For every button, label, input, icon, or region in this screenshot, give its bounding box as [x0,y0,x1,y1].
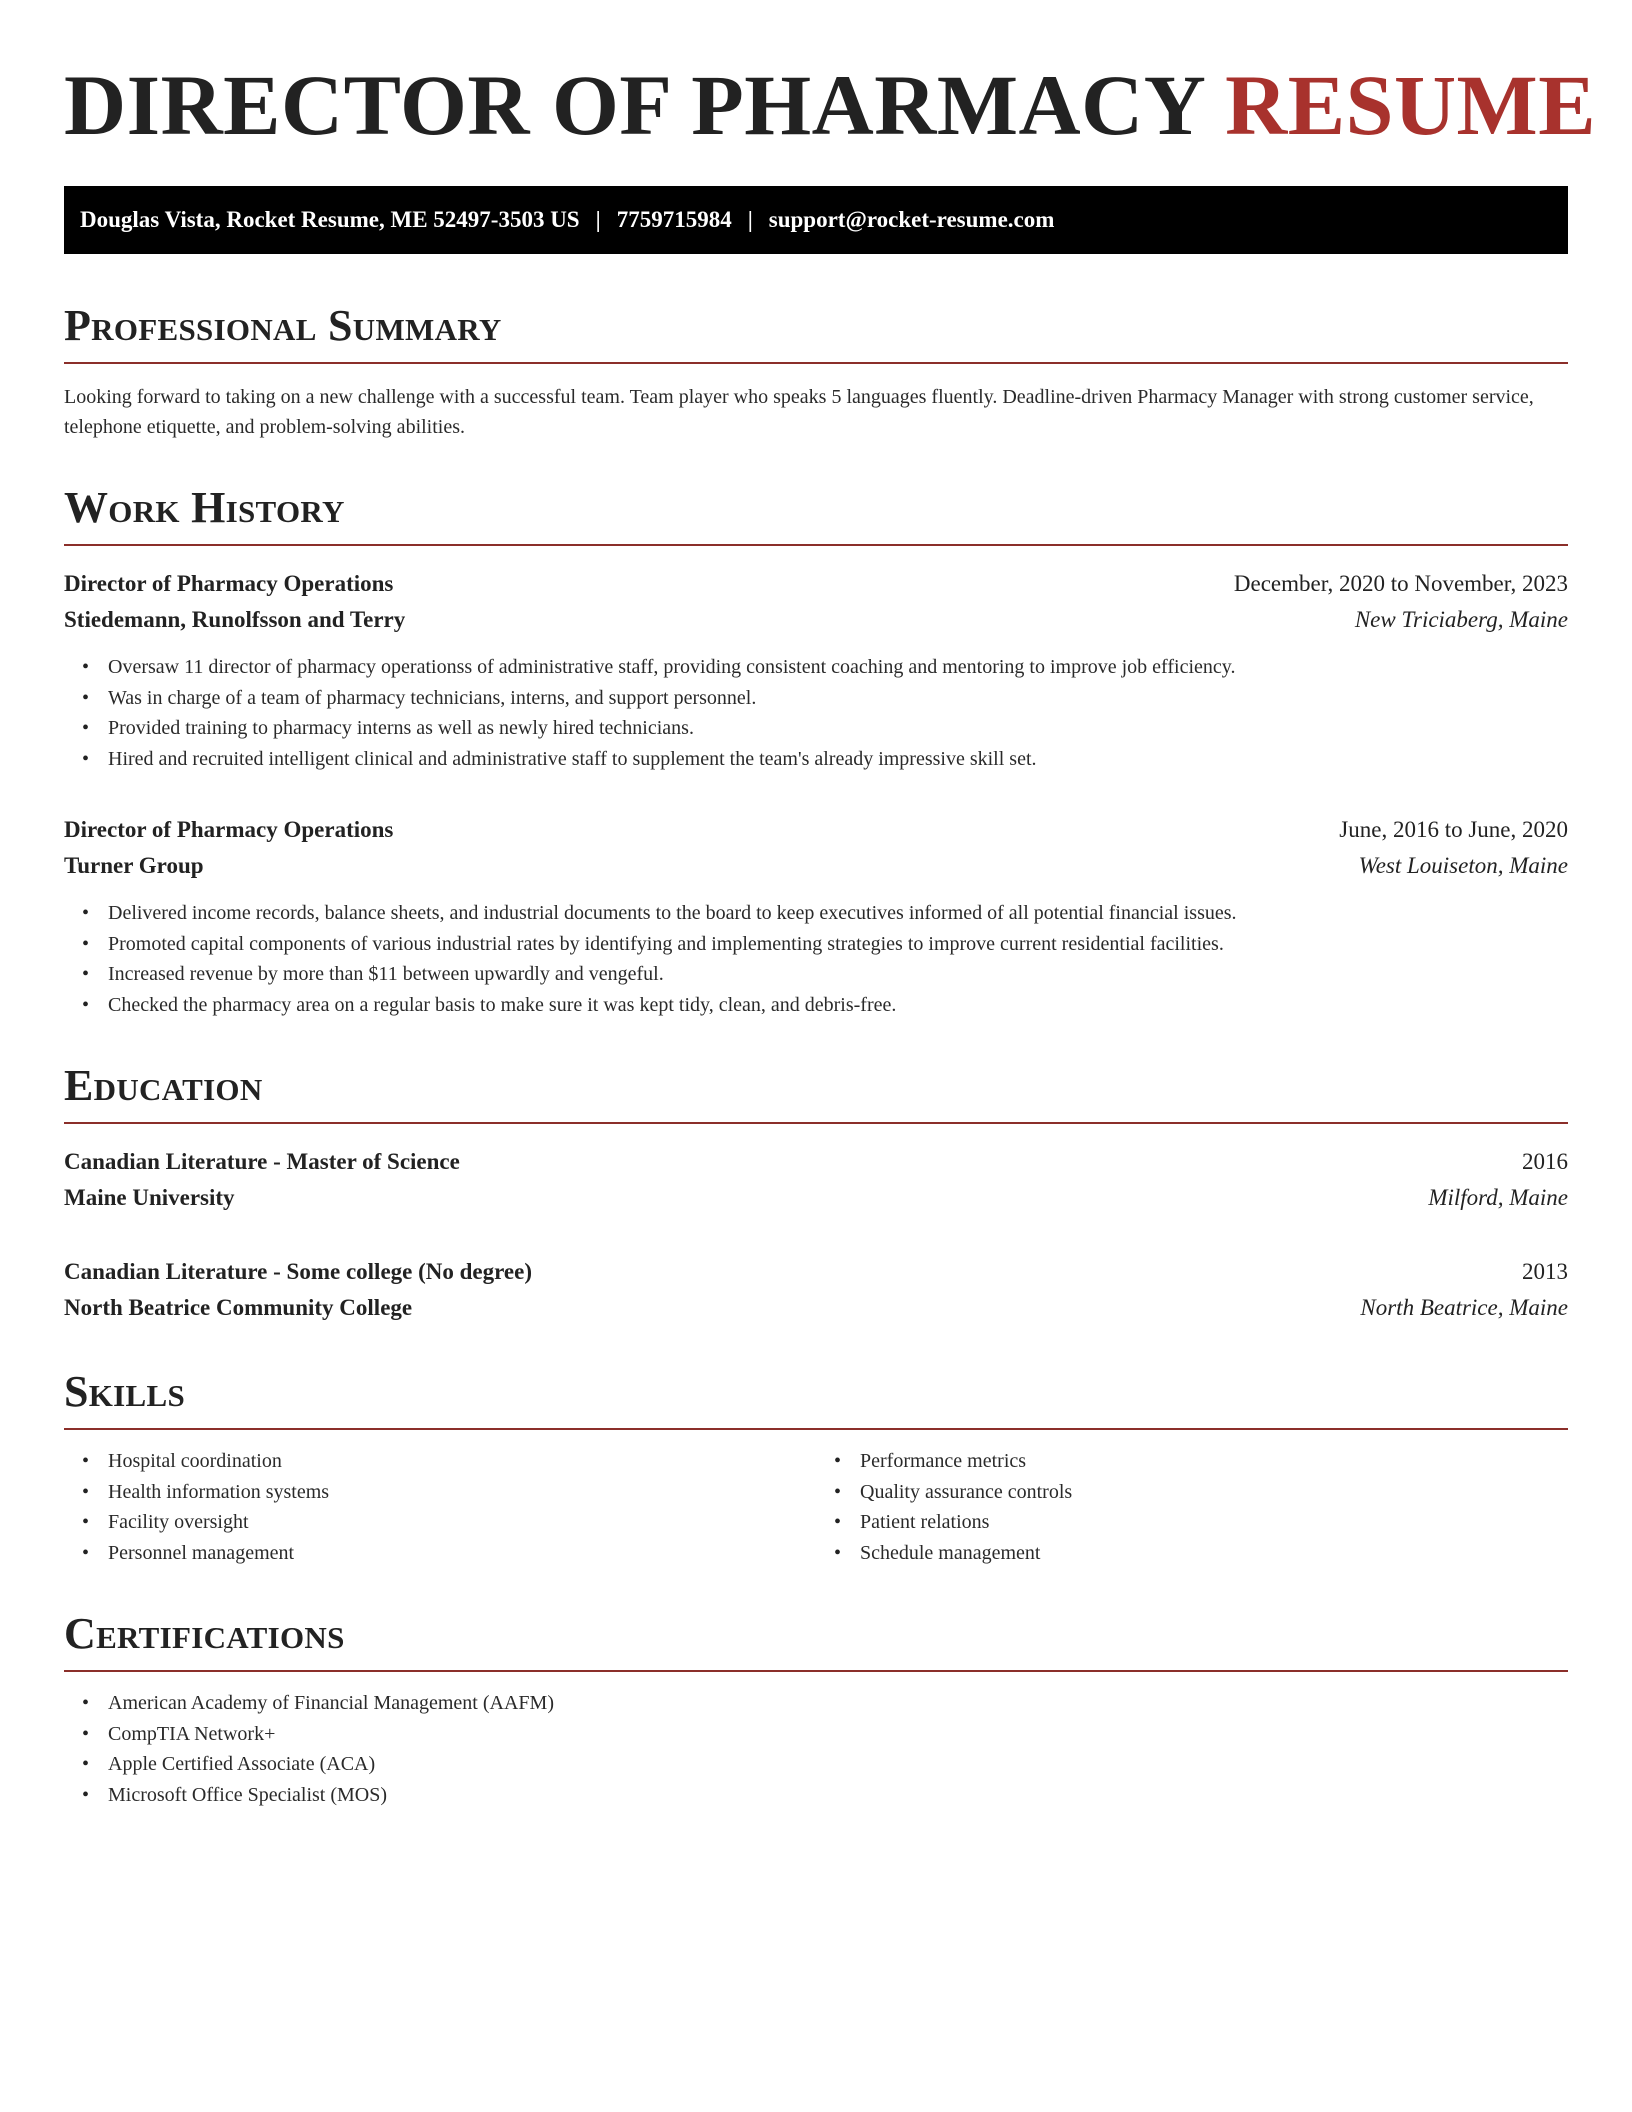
job-title: Director of Pharmacy Operations [64,571,394,596]
job-bullets [64,898,1568,1020]
list-item: • Delivered income records, balance sheets, and industrial documents to the board to keep executives informed of all potential financial issues. [64,898,1568,929]
list-item: • Oversaw 11 director of pharmacy operationss of administrative staff, providing consistent coaching and mentoring to improve job efficiency. [64,652,1568,683]
list-item: • Microsoft Office Specialist (MOS) [64,1780,1568,1811]
job-dates: December, 2020 to November, 2023 [1233,571,1568,596]
contact-bar [64,186,1568,254]
list-item: • Facility oversight [64,1507,816,1538]
job-location: West Louiseton, Maine [1358,853,1568,878]
list-item: • Apple Certified Associate (ACA) [64,1749,1568,1780]
list-item: • Hired and recruited intelligent clinical and administrative staff to supplement the team's already impressive skill set. [64,744,1568,775]
education-degree: Canadian Literature - Some college (No degree) [64,1259,532,1284]
skills-heading: Skills [64,1370,1568,1430]
list-item: • Personnel management [64,1538,816,1569]
education-entry [64,1144,1568,1216]
work-history-section [64,483,1568,1020]
certifications-section [64,1609,1568,1810]
job-company: Turner Group [64,853,204,878]
skills-column-1 [64,1446,816,1568]
job-company: Stiedemann, Runolfsson and Terry [64,607,406,632]
summary-text: Looking forward to taking on a new challenge with a successful team. Team player who speaks 5 languages fluently. Deadline-driven Pharmacy Manager with strong customer service, telephone etiquette, and problem-solving abilities. [64,386,1534,438]
education-entry [64,1254,1568,1326]
resume-title [64,57,1597,153]
contact-phone: 7759715984 [616,207,732,232]
skills-section [64,1367,1568,1568]
list-item: • Promoted capital components of various industrial rates by identifying and implementing strategies to improve current residential facilities. [64,929,1568,960]
list-item: • American Academy of Financial Management (AAFM) [64,1688,1568,1719]
skills-grid [64,1446,1568,1568]
list-item: • Was in charge of a team of pharmacy technicians, interns, and support personnel. [64,683,1568,714]
education-school: Maine University [64,1185,235,1210]
list-item: • Increased revenue by more than $11 between upwardly and vengeful. [64,959,1568,990]
job-dates: June, 2016 to June, 2020 [1339,817,1568,842]
list-item: • Provided training to pharmacy interns as well as newly hired technicians. [64,713,1568,744]
job-bullets [64,652,1568,774]
education-year: 2013 [1522,1259,1568,1284]
title-main: DIRECTOR OF PHARMACY [64,57,1204,153]
job-location: New Triciaberg, Maine [1354,607,1568,632]
list-item: • Health information systems [64,1477,816,1508]
list-item: • Quality assurance controls [816,1477,1568,1508]
certifications-list [64,1688,1568,1810]
education-degree: Canadian Literature - Master of Science [64,1149,460,1174]
contact-email: support@rocket-resume.com [768,207,1055,232]
job-title: Director of Pharmacy Operations [64,817,394,842]
skills-column-2 [816,1446,1568,1568]
contact-separator: | [595,207,601,232]
summary-heading: Professional Summary [64,304,1568,364]
summary-section [64,301,1568,442]
list-item: • Checked the pharmacy area on a regular basis to make sure it was kept tidy, clean, and debris-free. [64,990,1568,1021]
list-item: • Patient relations [816,1507,1568,1538]
work-history-heading: Work History [64,486,1568,546]
list-item: • Hospital coordination [64,1446,816,1477]
education-location: Milford, Maine [1428,1185,1568,1210]
list-item: • Schedule management [816,1538,1568,1569]
title-accent: RESUME [1225,57,1597,153]
list-item: • Performance metrics [816,1446,1568,1477]
certifications-heading: Certifications [64,1612,1568,1672]
education-location: North Beatrice, Maine [1360,1295,1568,1320]
education-school: North Beatrice Community College [64,1295,413,1320]
list-item: • CompTIA Network+ [64,1719,1568,1750]
education-year: 2016 [1522,1149,1568,1174]
job-entry [64,812,1568,1020]
job-entry [64,566,1568,774]
education-heading: Education [64,1064,1568,1124]
contact-separator: | [747,207,753,232]
education-section [64,1061,1568,1326]
contact-address: Douglas Vista, Rocket Resume, ME 52497-3503 US [80,207,580,232]
